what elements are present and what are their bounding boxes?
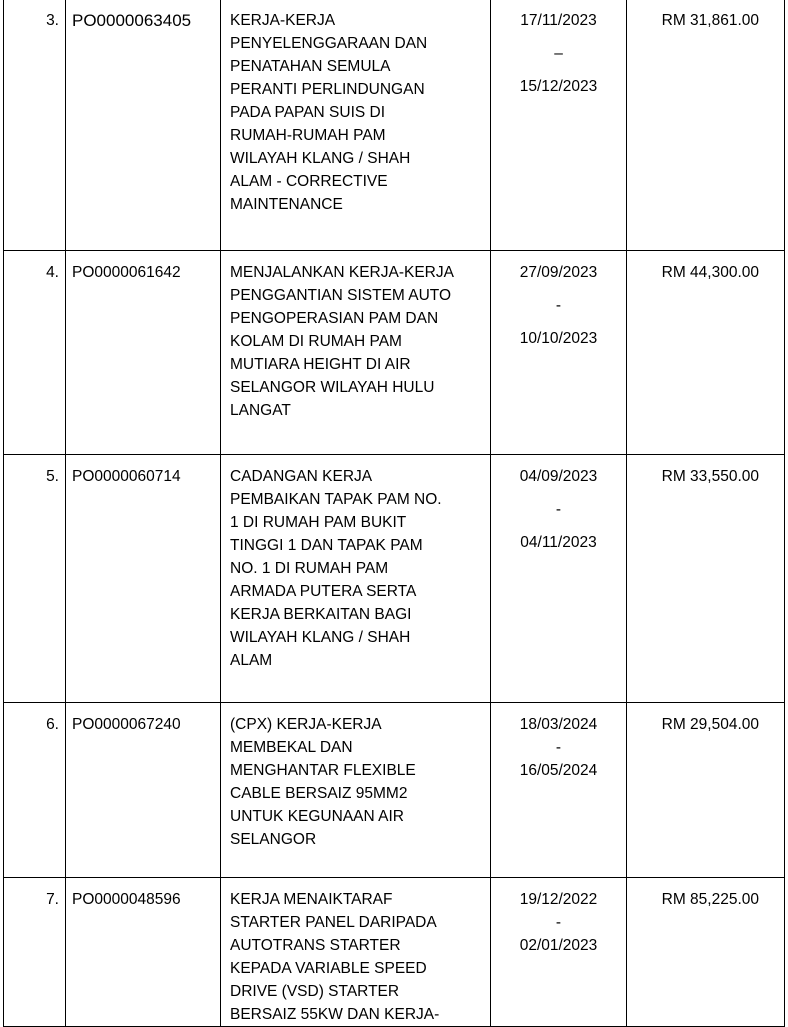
row-number: 6.	[4, 703, 66, 878]
po-number: PO0000067240	[66, 703, 221, 878]
po-number: PO0000048596	[66, 878, 221, 1027]
description-line: KERJA-KERJA	[230, 12, 336, 29]
start-date: 18/03/2024	[519, 716, 598, 733]
description-line: UNTUK KEGUNAAN AIR	[230, 808, 404, 825]
description-line: SELANGOR	[230, 831, 317, 848]
description-line: PADA PAPAN SUIS DI	[230, 104, 386, 121]
end-date: 04/11/2023	[520, 534, 597, 551]
date-range	[491, 455, 627, 703]
description-line: WILAYAH KLANG / SHAH	[230, 629, 411, 646]
description-line: PENGOPERASIAN PAM DAN	[230, 310, 439, 327]
description-line: CADANGAN KERJA	[230, 468, 373, 485]
description-line: LANGAT	[230, 402, 291, 419]
description-line: DRIVE (VSD) STARTER	[230, 983, 400, 1000]
work-description	[221, 251, 491, 455]
description-line: BERSAIZ 55KW DAN KERJA-	[230, 1006, 440, 1023]
end-date: 10/10/2023	[519, 330, 598, 347]
description-line: PENYELENGGARAAN DAN	[230, 35, 428, 52]
table-row	[4, 0, 785, 251]
amount: RM 85,225.00	[627, 878, 785, 1027]
table-row	[4, 878, 785, 1027]
row-number: 5.	[4, 455, 66, 703]
description-line: KERJA BERKAITAN BAGI	[230, 606, 412, 623]
date-separator: -	[555, 297, 562, 314]
description-line: KEPADA VARIABLE SPEED	[230, 960, 427, 977]
description-line: SELANGOR WILAYAH HULU	[230, 379, 435, 396]
amount: RM 31,861.00	[627, 0, 785, 251]
po-number: PO0000061642	[66, 251, 221, 455]
date-separator: -	[555, 501, 562, 518]
date-range	[491, 703, 627, 878]
amount: RM 33,550.00	[627, 455, 785, 703]
description-line: MENJALANKAN KERJA-KERJA	[230, 264, 454, 281]
table-row	[4, 703, 785, 878]
description-line: KERJA MENAIKTARAF	[230, 891, 393, 908]
description-line: ARMADA PUTERA SERTA	[230, 583, 417, 600]
start-date: 27/09/2023	[519, 264, 598, 281]
work-description	[221, 878, 491, 1027]
row-number: 4.	[4, 251, 66, 455]
description-line: ALAM - CORRECTIVE	[230, 173, 388, 190]
description-line: MEMBEKAL DAN	[230, 739, 353, 756]
description-line: STARTER PANEL DARIPADA	[230, 914, 437, 931]
description-line: 1 DI RUMAH PAM BUKIT	[230, 514, 407, 531]
date-separator: -	[555, 914, 562, 931]
description-line: AUTOTRANS STARTER	[230, 937, 401, 954]
date-range	[491, 0, 627, 251]
description-line: ALAM	[230, 652, 273, 669]
date-separator: –	[554, 45, 563, 62]
date-range	[491, 251, 627, 455]
description-line: PENGGANTIAN SISTEM AUTO	[230, 287, 452, 304]
description-line: PERANTI PERLINDUNGAN	[230, 81, 425, 98]
work-description	[221, 0, 491, 251]
description-line: WILAYAH KLANG / SHAH	[230, 150, 411, 167]
start-date: 19/12/2022	[519, 891, 598, 908]
table-row	[4, 251, 785, 455]
end-date: 15/12/2023	[519, 78, 598, 95]
description-line: RUMAH-RUMAH PAM	[230, 127, 386, 144]
start-date: 04/09/2023	[519, 468, 598, 485]
description-line: TINGGI 1 DAN TAPAK PAM	[230, 537, 423, 554]
row-number: 3.	[4, 0, 66, 251]
po-number: PO0000060714	[66, 455, 221, 703]
description-line: (CPX) KERJA-KERJA	[230, 716, 382, 733]
date-separator: -	[555, 739, 562, 756]
purchase-order-table	[3, 0, 785, 1027]
description-line: KOLAM DI RUMAH PAM	[230, 333, 402, 350]
description-line: CABLE BERSAIZ 95MM2	[230, 785, 408, 802]
po-number: PO0000063405	[66, 0, 221, 251]
description-line: PENATAHAN SEMULA	[230, 58, 391, 75]
description-line: NO. 1 DI RUMAH PAM	[230, 560, 389, 577]
description-line: MENGHANTAR FLEXIBLE	[230, 762, 416, 779]
date-range	[491, 878, 627, 1027]
amount: RM 44,300.00	[627, 251, 785, 455]
work-description	[221, 455, 491, 703]
description-line: MUTIARA HEIGHT DI AIR	[230, 356, 411, 373]
amount: RM 29,504.00	[627, 703, 785, 878]
start-date: 17/11/2023	[520, 12, 597, 29]
description-line: PEMBAIKAN TAPAK PAM NO.	[230, 491, 442, 508]
end-date: 02/01/2023	[519, 937, 598, 954]
end-date: 16/05/2024	[519, 762, 598, 779]
table-row	[4, 455, 785, 703]
work-description	[221, 703, 491, 878]
row-number: 7.	[4, 878, 66, 1027]
description-line: MAINTENANCE	[230, 196, 343, 213]
